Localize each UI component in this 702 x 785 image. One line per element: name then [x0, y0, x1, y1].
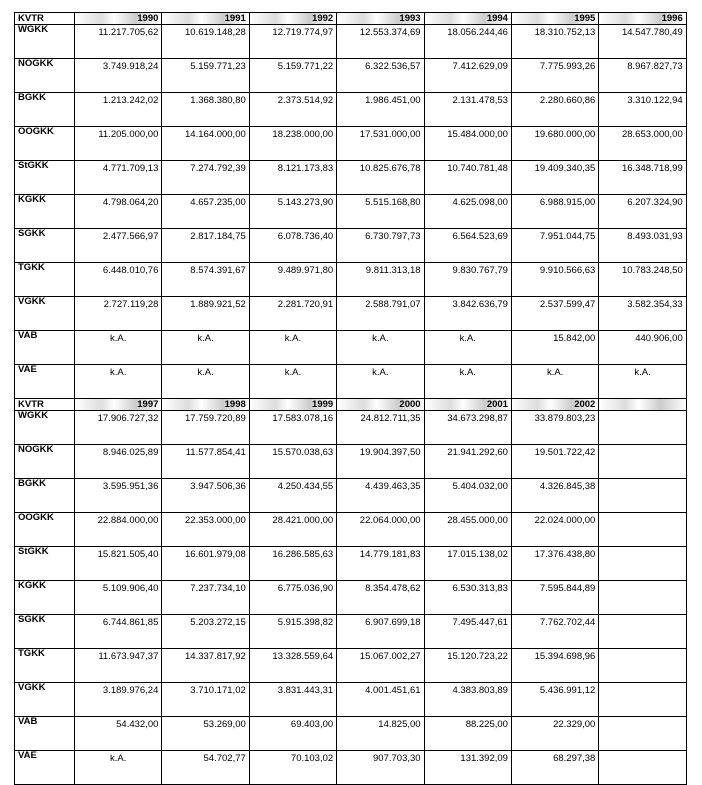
- value-cell: 16.348.718,99: [599, 161, 686, 195]
- value-cell: 24.812.711,35: [337, 411, 424, 445]
- header-year-cell: 1993: [337, 13, 424, 25]
- row-label-cell: StGKK: [15, 547, 75, 581]
- value-cell: [599, 479, 686, 513]
- value-cell: k.A.: [249, 365, 336, 399]
- header-year-cell: [599, 399, 686, 411]
- row-label-cell: TGKK: [15, 263, 75, 297]
- value-cell: [599, 547, 686, 581]
- value-cell: 88.225,00: [424, 717, 511, 751]
- table-row: [15, 93, 687, 127]
- row-label-cell: SGKK: [15, 615, 75, 649]
- table-row: [15, 263, 687, 297]
- value-cell: 3.710.171,02: [162, 683, 249, 717]
- value-cell: 6.207.324,90: [599, 195, 686, 229]
- value-cell: 15.120.723,22: [424, 649, 511, 683]
- value-cell: 8.946.025,89: [75, 445, 162, 479]
- value-cell: 5.109.906,40: [75, 581, 162, 615]
- value-cell: 1.986.451,00: [337, 93, 424, 127]
- value-cell: 6.448.010,76: [75, 263, 162, 297]
- value-cell: k.A.: [75, 751, 162, 785]
- value-cell: 33.879.803,23: [511, 411, 598, 445]
- table-row: [15, 717, 687, 751]
- table-row: [15, 331, 687, 365]
- value-cell: [599, 751, 686, 785]
- header-year-cell: 2000: [337, 399, 424, 411]
- value-cell: k.A.: [75, 331, 162, 365]
- value-cell: 2.727.119,28: [75, 297, 162, 331]
- table-body: [15, 13, 687, 785]
- value-cell: 6.907.699,18: [337, 615, 424, 649]
- value-cell: 9.830.767,79: [424, 263, 511, 297]
- value-cell: 12.553.374,69: [337, 25, 424, 59]
- row-label-cell: VAB: [15, 331, 75, 365]
- value-cell: 6.744.861,85: [75, 615, 162, 649]
- value-cell: [599, 649, 686, 683]
- value-cell: 2.280.660,86: [511, 93, 598, 127]
- value-cell: 8.967.827,73: [599, 59, 686, 93]
- value-cell: 4.250.434,55: [249, 479, 336, 513]
- value-cell: 19.904.397,50: [337, 445, 424, 479]
- header-year-cell: 1994: [424, 13, 511, 25]
- data-table: [14, 12, 687, 785]
- table-row: [15, 445, 687, 479]
- value-cell: 15.821.505,40: [75, 547, 162, 581]
- value-cell: 4.439.463,35: [337, 479, 424, 513]
- value-cell: 19.501.722,42: [511, 445, 598, 479]
- value-cell: 3.310.122,94: [599, 93, 686, 127]
- value-cell: 131.392,09: [424, 751, 511, 785]
- value-cell: 7.412.629,09: [424, 59, 511, 93]
- value-cell: [599, 615, 686, 649]
- row-label-cell: WGKK: [15, 411, 75, 445]
- row-label-cell: VAB: [15, 717, 75, 751]
- value-cell: 9.489.971,80: [249, 263, 336, 297]
- value-cell: 17.759.720,89: [162, 411, 249, 445]
- row-label-cell: WGKK: [15, 25, 75, 59]
- table-row: [15, 615, 687, 649]
- value-cell: k.A.: [162, 331, 249, 365]
- value-cell: 4.383.803,89: [424, 683, 511, 717]
- value-cell: 18.310.752,13: [511, 25, 598, 59]
- value-cell: 4.625.098,00: [424, 195, 511, 229]
- value-cell: 8.121.173,83: [249, 161, 336, 195]
- value-cell: 22.329,00: [511, 717, 598, 751]
- value-cell: 10.783.248,50: [599, 263, 686, 297]
- value-cell: k.A.: [337, 365, 424, 399]
- value-cell: 2.281.720,91: [249, 297, 336, 331]
- header-year-cell: 2001: [424, 399, 511, 411]
- value-cell: 10.825.676,78: [337, 161, 424, 195]
- value-cell: 16.601.979,08: [162, 547, 249, 581]
- value-cell: 15.067.002,27: [337, 649, 424, 683]
- value-cell: 54.702,77: [162, 751, 249, 785]
- value-cell: 6.730.797,73: [337, 229, 424, 263]
- table-row: [15, 513, 687, 547]
- value-cell: 5.159.771,23: [162, 59, 249, 93]
- value-cell: 6.322.536,57: [337, 59, 424, 93]
- table-row: [15, 297, 687, 331]
- value-cell: 2.131.478,53: [424, 93, 511, 127]
- value-cell: 15.842,00: [511, 331, 598, 365]
- value-cell: 4.771.709,13: [75, 161, 162, 195]
- value-cell: 70.103,02: [249, 751, 336, 785]
- value-cell: 5.436.991,12: [511, 683, 598, 717]
- value-cell: 14.164.000,00: [162, 127, 249, 161]
- value-cell: 21.941.292,60: [424, 445, 511, 479]
- value-cell: 5.515.168,80: [337, 195, 424, 229]
- header-label-cell: KVTR: [15, 399, 75, 411]
- value-cell: 2.588.791,07: [337, 297, 424, 331]
- value-cell: k.A.: [75, 365, 162, 399]
- row-label-cell: OOGKK: [15, 127, 75, 161]
- value-cell: 17.015.138,02: [424, 547, 511, 581]
- value-cell: [599, 683, 686, 717]
- value-cell: 13.328.559,64: [249, 649, 336, 683]
- value-cell: [599, 581, 686, 615]
- header-year-cell: 1995: [511, 13, 598, 25]
- value-cell: 2.373.514,92: [249, 93, 336, 127]
- value-cell: 22.884.000,00: [75, 513, 162, 547]
- value-cell: 8.493.031,93: [599, 229, 686, 263]
- value-cell: 1.213.242,02: [75, 93, 162, 127]
- row-label-cell: SGKK: [15, 229, 75, 263]
- value-cell: 8.574.391,67: [162, 263, 249, 297]
- value-cell: 7.274.792,39: [162, 161, 249, 195]
- value-cell: 6.564.523,69: [424, 229, 511, 263]
- value-cell: 907.703,30: [337, 751, 424, 785]
- value-cell: 17.531.000,00: [337, 127, 424, 161]
- value-cell: 6.530.313,83: [424, 581, 511, 615]
- value-cell: 1.368.380,80: [162, 93, 249, 127]
- value-cell: 3.831.443,31: [249, 683, 336, 717]
- value-cell: 4.001.451,61: [337, 683, 424, 717]
- row-label-cell: VAE: [15, 365, 75, 399]
- value-cell: 19.409.340,35: [511, 161, 598, 195]
- value-cell: 2.477.566,97: [75, 229, 162, 263]
- value-cell: 54.432,00: [75, 717, 162, 751]
- value-cell: k.A.: [337, 331, 424, 365]
- value-cell: [599, 445, 686, 479]
- value-cell: 17.376.438,80: [511, 547, 598, 581]
- table-row: [15, 59, 687, 93]
- table-row: [15, 751, 687, 785]
- value-cell: 3.842.636,79: [424, 297, 511, 331]
- table-row: [15, 161, 687, 195]
- value-cell: k.A.: [162, 365, 249, 399]
- value-cell: 11.577.854,41: [162, 445, 249, 479]
- header-year-cell: 1991: [162, 13, 249, 25]
- value-cell: k.A.: [599, 365, 686, 399]
- row-label-cell: NOGKK: [15, 445, 75, 479]
- value-cell: 22.353.000,00: [162, 513, 249, 547]
- header-year-cell: 1990: [75, 13, 162, 25]
- table-row: [15, 411, 687, 445]
- header-year-cell: 1999: [249, 399, 336, 411]
- value-cell: 18.056.244,46: [424, 25, 511, 59]
- value-cell: 4.657.235,00: [162, 195, 249, 229]
- value-cell: k.A.: [511, 365, 598, 399]
- value-cell: 4.798.064,20: [75, 195, 162, 229]
- row-label-cell: VGKK: [15, 297, 75, 331]
- header-year-cell: 1996: [599, 13, 686, 25]
- value-cell: 22.024.000,00: [511, 513, 598, 547]
- table-row: [15, 195, 687, 229]
- value-cell: 3.947.506,36: [162, 479, 249, 513]
- value-cell: 3.749.918,24: [75, 59, 162, 93]
- value-cell: k.A.: [424, 331, 511, 365]
- table-row: [15, 649, 687, 683]
- value-cell: 9.811.313,18: [337, 263, 424, 297]
- value-cell: 28.421.000,00: [249, 513, 336, 547]
- value-cell: 5.915.398,82: [249, 615, 336, 649]
- value-cell: 3.595.951,36: [75, 479, 162, 513]
- header-row: [15, 399, 687, 411]
- value-cell: 11.673.947,37: [75, 649, 162, 683]
- table-row: [15, 229, 687, 263]
- table-row: [15, 683, 687, 717]
- value-cell: 5.159.771,22: [249, 59, 336, 93]
- value-cell: 19.680.000,00: [511, 127, 598, 161]
- row-label-cell: BGKK: [15, 479, 75, 513]
- header-year-cell: 1998: [162, 399, 249, 411]
- row-label-cell: KGKK: [15, 581, 75, 615]
- value-cell: 440.906,00: [599, 331, 686, 365]
- value-cell: 10.740.781,48: [424, 161, 511, 195]
- header-year-cell: 1992: [249, 13, 336, 25]
- value-cell: 7.595.844,89: [511, 581, 598, 615]
- header-label-cell: KVTR: [15, 13, 75, 25]
- value-cell: [599, 411, 686, 445]
- table-row: [15, 547, 687, 581]
- value-cell: 8.354.478,62: [337, 581, 424, 615]
- header-year-cell: 2002: [511, 399, 598, 411]
- value-cell: 15.394.698,96: [511, 649, 598, 683]
- row-label-cell: NOGKK: [15, 59, 75, 93]
- value-cell: 1.889.921,52: [162, 297, 249, 331]
- row-label-cell: VAE: [15, 751, 75, 785]
- value-cell: 2.537.599,47: [511, 297, 598, 331]
- value-cell: 14.825,00: [337, 717, 424, 751]
- value-cell: 14.779.181,83: [337, 547, 424, 581]
- value-cell: [599, 717, 686, 751]
- value-cell: 22.064.000,00: [337, 513, 424, 547]
- value-cell: 7.237.734,10: [162, 581, 249, 615]
- value-cell: 3.582.354,33: [599, 297, 686, 331]
- value-cell: 53.269,00: [162, 717, 249, 751]
- table-row: [15, 127, 687, 161]
- value-cell: 7.951.044,75: [511, 229, 598, 263]
- row-label-cell: BGKK: [15, 93, 75, 127]
- value-cell: 4.326.845,38: [511, 479, 598, 513]
- value-cell: 5.143.273,90: [249, 195, 336, 229]
- value-cell: 5.203.272,15: [162, 615, 249, 649]
- table-row: [15, 365, 687, 399]
- value-cell: 9.910.566,63: [511, 263, 598, 297]
- value-cell: 6.078.736,40: [249, 229, 336, 263]
- value-cell: [599, 513, 686, 547]
- table-row: [15, 25, 687, 59]
- value-cell: 2.817.184,75: [162, 229, 249, 263]
- row-label-cell: TGKK: [15, 649, 75, 683]
- row-label-cell: KGKK: [15, 195, 75, 229]
- value-cell: 69.403,00: [249, 717, 336, 751]
- value-cell: 6.775.036,90: [249, 581, 336, 615]
- value-cell: k.A.: [249, 331, 336, 365]
- value-cell: 18.238.000,00: [249, 127, 336, 161]
- value-cell: 15.484.000,00: [424, 127, 511, 161]
- value-cell: 15.570.038,63: [249, 445, 336, 479]
- value-cell: 7.495.447,61: [424, 615, 511, 649]
- row-label-cell: VGKK: [15, 683, 75, 717]
- value-cell: 68.297,38: [511, 751, 598, 785]
- value-cell: 17.906.727,32: [75, 411, 162, 445]
- value-cell: 28.653.000,00: [599, 127, 686, 161]
- value-cell: 28.455.000,00: [424, 513, 511, 547]
- value-cell: 3.189.976,24: [75, 683, 162, 717]
- row-label-cell: StGKK: [15, 161, 75, 195]
- row-label-cell: OOGKK: [15, 513, 75, 547]
- value-cell: 34.673.298,87: [424, 411, 511, 445]
- spreadsheet-scan: [14, 12, 686, 785]
- value-cell: 10.619.148,28: [162, 25, 249, 59]
- value-cell: 16.286.585,63: [249, 547, 336, 581]
- value-cell: 7.775.993,26: [511, 59, 598, 93]
- value-cell: 11.217.705,62: [75, 25, 162, 59]
- table-row: [15, 581, 687, 615]
- value-cell: 14.337.817,92: [162, 649, 249, 683]
- header-year-cell: 1997: [75, 399, 162, 411]
- value-cell: 12.719.774,97: [249, 25, 336, 59]
- value-cell: 14.547.780,49: [599, 25, 686, 59]
- value-cell: 17.583.078,16: [249, 411, 336, 445]
- value-cell: 11.205.000,00: [75, 127, 162, 161]
- header-row: [15, 13, 687, 25]
- value-cell: 6.988.915,00: [511, 195, 598, 229]
- value-cell: 7.762.702,44: [511, 615, 598, 649]
- value-cell: 5.404.032,00: [424, 479, 511, 513]
- table-row: [15, 479, 687, 513]
- value-cell: k.A.: [424, 365, 511, 399]
